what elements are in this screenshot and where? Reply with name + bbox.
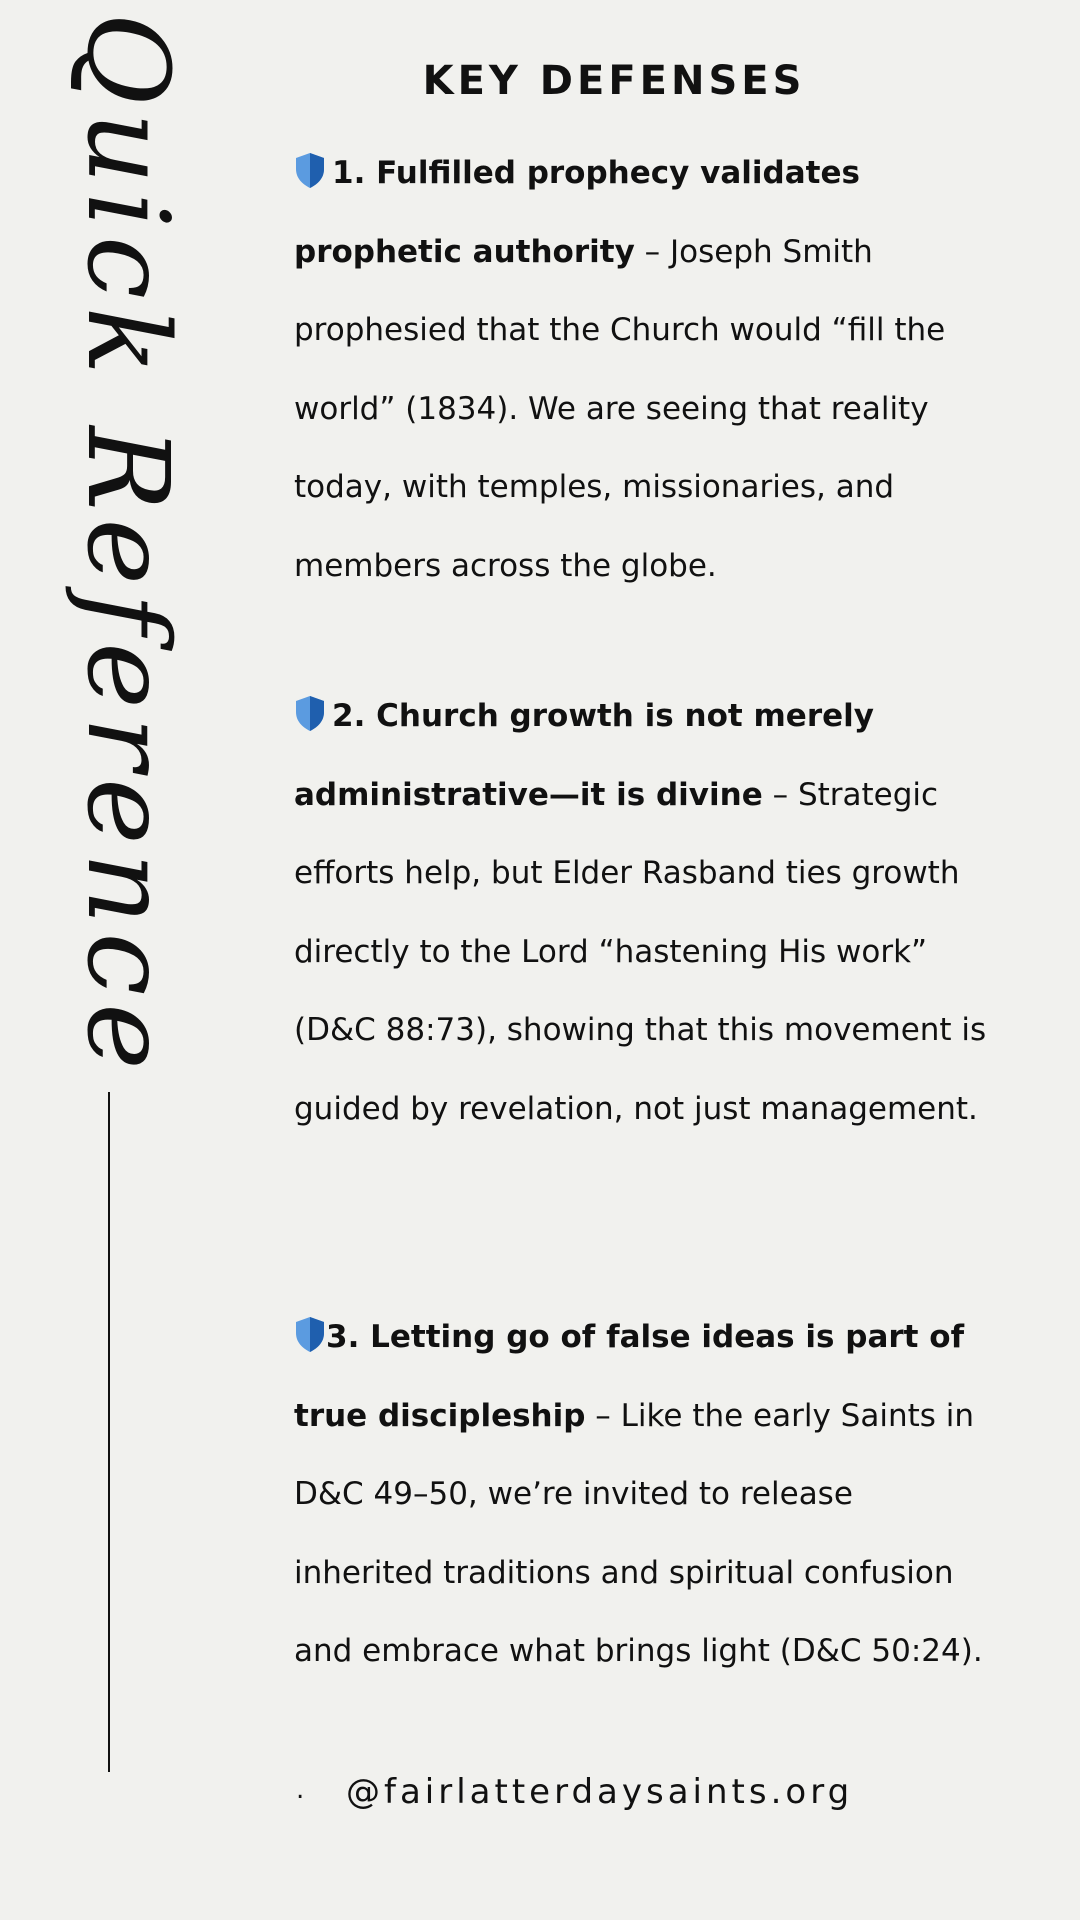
side-divider-line bbox=[108, 1092, 110, 1772]
shield-icon bbox=[294, 695, 326, 732]
page-title: KEY DEFENSES bbox=[422, 58, 806, 104]
defense-1-body: – Joseph Smith prophesied that the Church would “fill the world” (1834). We are seeing that reality today, with temples, missionaries, and members across the globe. bbox=[294, 233, 946, 584]
defense-item-1 bbox=[294, 134, 994, 605]
footer-dot: . bbox=[296, 1775, 305, 1805]
defense-2-lead: 2. Church growth is not merely administrative—it is divine bbox=[294, 698, 874, 813]
defense-3-lead: 3. Letting go of false ideas is part of true discipleship bbox=[294, 1319, 965, 1434]
defense-2-body: – Strategic efforts help, but Elder Rasband ties growth directly to the Lord “hastening His work” (D&C 88:73), showing that this movement is guided by revelation, not just management. bbox=[294, 776, 987, 1127]
footer-handle: @fairlatterdaysaints.org bbox=[346, 1772, 854, 1812]
defense-item-3 bbox=[294, 1298, 994, 1691]
shield-icon bbox=[294, 152, 326, 189]
shield-icon bbox=[294, 1316, 326, 1353]
defense-item-2 bbox=[294, 677, 994, 1148]
side-title: Quick Reference bbox=[62, 12, 192, 1078]
defense-3-body: – Like the early Saints in D&C 49–50, we’re invited to release inherited traditions and spiritual confusion and embrace what brings light (D&C 50:24). bbox=[294, 1397, 983, 1669]
defense-1-lead: 1. Fulfilled prophecy validates prophetic authority bbox=[294, 155, 860, 270]
